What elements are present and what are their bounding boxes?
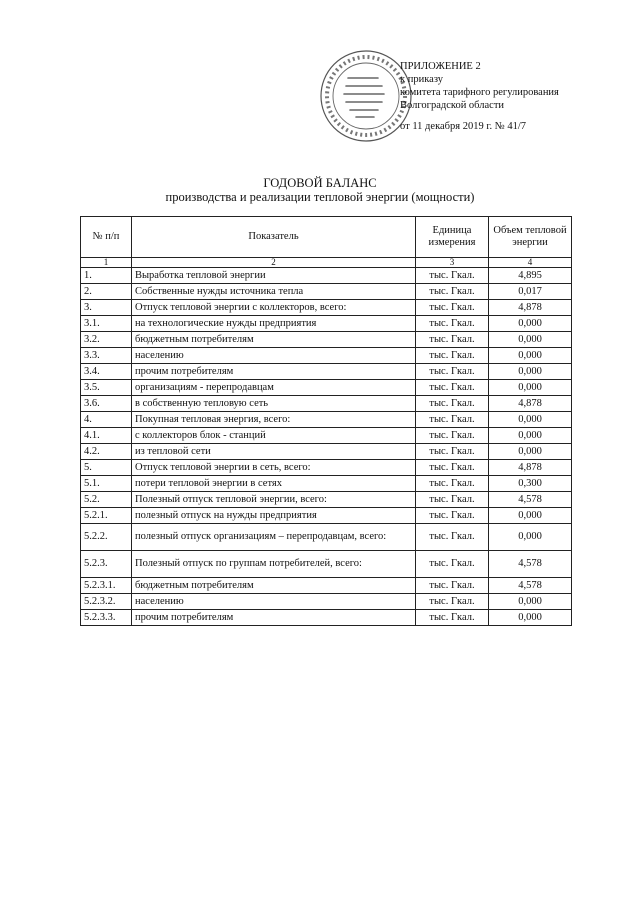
row-number: 3. — [81, 300, 132, 316]
row-unit: тыс. Гкал. — [416, 492, 489, 508]
row-value: 4,578 — [489, 492, 572, 508]
row-unit: тыс. Гкал. — [416, 578, 489, 594]
row-value: 4,578 — [489, 578, 572, 594]
row-number: 2. — [81, 284, 132, 300]
table-header-row — [81, 217, 572, 258]
appendix-header — [400, 60, 632, 133]
row-number: 3.1. — [81, 316, 132, 332]
header-number: № п/п — [81, 217, 132, 258]
row-indicator: полезный отпуск организациям – перепродавцам, всего: — [132, 524, 416, 551]
index-cell: 2 — [132, 258, 416, 268]
table-row — [81, 524, 572, 551]
row-indicator: Выработка тепловой энергии — [132, 268, 416, 284]
row-unit: тыс. Гкал. — [416, 428, 489, 444]
row-number: 3.6. — [81, 396, 132, 412]
table-row — [81, 364, 572, 380]
table-row — [81, 476, 572, 492]
row-unit: тыс. Гкал. — [416, 444, 489, 460]
row-indicator: населению — [132, 594, 416, 610]
row-value: 0,000 — [489, 594, 572, 610]
row-unit: тыс. Гкал. — [416, 284, 489, 300]
row-number: 3.3. — [81, 348, 132, 364]
row-unit: тыс. Гкал. — [416, 524, 489, 551]
row-indicator: в собственную тепловую сеть — [132, 396, 416, 412]
row-indicator: прочим потребителям — [132, 610, 416, 626]
row-unit: тыс. Гкал. — [416, 476, 489, 492]
row-indicator: Отпуск тепловой энергии в сеть, всего: — [132, 460, 416, 476]
table-row — [81, 412, 572, 428]
row-value: 0,000 — [489, 364, 572, 380]
row-indicator: на технологические нужды предприятия — [132, 316, 416, 332]
header-volume: Объем тепловой энергии — [489, 217, 572, 258]
row-unit: тыс. Гкал. — [416, 348, 489, 364]
table-index-row — [81, 258, 572, 268]
row-indicator: бюджетным потребителям — [132, 332, 416, 348]
appendix-date: от 11 декабря 2019 г. № 41/7 — [400, 121, 527, 132]
row-value: 0,300 — [489, 476, 572, 492]
row-unit: тыс. Гкал. — [416, 332, 489, 348]
table-row — [81, 348, 572, 364]
row-value: 0,000 — [489, 380, 572, 396]
row-number: 3.5. — [81, 380, 132, 396]
table-row — [81, 551, 572, 578]
row-unit: тыс. Гкал. — [416, 380, 489, 396]
row-value: 4,578 — [489, 551, 572, 578]
appendix-order-ref: к приказу — [400, 74, 443, 85]
row-number: 5.2.3.1. — [81, 578, 132, 594]
row-unit: тыс. Гкал. — [416, 610, 489, 626]
table-row — [81, 594, 572, 610]
table-row — [81, 444, 572, 460]
row-unit: тыс. Гкал. — [416, 300, 489, 316]
table-row — [81, 380, 572, 396]
row-unit: тыс. Гкал. — [416, 316, 489, 332]
row-indicator: Отпуск тепловой энергии с коллекторов, всего: — [132, 300, 416, 316]
row-number: 4. — [81, 412, 132, 428]
appendix-region: Волгоградской области — [400, 100, 505, 111]
row-number: 5.2.2. — [81, 524, 132, 551]
table-row — [81, 428, 572, 444]
row-value: 0,000 — [489, 508, 572, 524]
row-value: 4,878 — [489, 300, 572, 316]
row-value: 0,017 — [489, 284, 572, 300]
table-row — [81, 578, 572, 594]
row-value: 0,000 — [489, 412, 572, 428]
index-cell: 3 — [416, 258, 489, 268]
row-value: 4,878 — [489, 460, 572, 476]
table-row — [81, 284, 572, 300]
row-number: 5.1. — [81, 476, 132, 492]
title-main: ГОДОВОЙ БАЛАНС — [263, 176, 377, 190]
appendix-number: ПРИЛОЖЕНИЕ 2 — [400, 61, 481, 72]
row-unit: тыс. Гкал. — [416, 412, 489, 428]
row-indicator: бюджетным потребителям — [132, 578, 416, 594]
row-value: 0,000 — [489, 444, 572, 460]
row-unit: тыс. Гкал. — [416, 594, 489, 610]
row-unit: тыс. Гкал. — [416, 551, 489, 578]
row-number: 5.2.3.3. — [81, 610, 132, 626]
row-indicator: с коллекторов блок - станций — [132, 428, 416, 444]
row-unit: тыс. Гкал. — [416, 268, 489, 284]
row-indicator: Собственные нужды источника тепла — [132, 284, 416, 300]
row-value: 4,878 — [489, 396, 572, 412]
row-unit: тыс. Гкал. — [416, 364, 489, 380]
row-number: 4.2. — [81, 444, 132, 460]
header-indicator: Показатель — [132, 217, 416, 258]
table-row — [81, 460, 572, 476]
index-cell: 1 — [81, 258, 132, 268]
row-indicator: организациям - перепродавцам — [132, 380, 416, 396]
row-unit: тыс. Гкал. — [416, 508, 489, 524]
row-value: 0,000 — [489, 316, 572, 332]
row-value: 4,895 — [489, 268, 572, 284]
row-number: 5.2.3. — [81, 551, 132, 578]
index-cell: 4 — [489, 258, 572, 268]
row-value: 0,000 — [489, 348, 572, 364]
row-number: 5.2. — [81, 492, 132, 508]
row-unit: тыс. Гкал. — [416, 396, 489, 412]
table-row — [81, 396, 572, 412]
row-indicator: полезный отпуск на нужды предприятия — [132, 508, 416, 524]
row-number: 4.1. — [81, 428, 132, 444]
row-indicator: потери тепловой энергии в сетях — [132, 476, 416, 492]
row-indicator: из тепловой сети — [132, 444, 416, 460]
appendix-committee: комитета тарифного регулирования — [400, 87, 559, 98]
title-sub: производства и реализации тепловой энергии (мощности) — [165, 190, 475, 204]
row-number: 5.2.1. — [81, 508, 132, 524]
table-row — [81, 492, 572, 508]
row-value: 0,000 — [489, 332, 572, 348]
row-value: 0,000 — [489, 428, 572, 444]
table-row — [81, 332, 572, 348]
row-number: 5. — [81, 460, 132, 476]
row-number: 3.2. — [81, 332, 132, 348]
row-value: 0,000 — [489, 524, 572, 551]
header-unit: Единица измерения — [416, 217, 489, 258]
table-row — [81, 268, 572, 284]
document-title — [0, 176, 640, 204]
row-indicator: Полезный отпуск тепловой энергии, всего: — [132, 492, 416, 508]
row-indicator: населению — [132, 348, 416, 364]
table-row — [81, 316, 572, 332]
row-number: 3.4. — [81, 364, 132, 380]
table-row — [81, 300, 572, 316]
row-indicator: прочим потребителям — [132, 364, 416, 380]
row-value: 0,000 — [489, 610, 572, 626]
balance-table — [80, 216, 572, 626]
row-indicator: Полезный отпуск по группам потребителей, всего: — [132, 551, 416, 578]
table-row — [81, 610, 572, 626]
table-row — [81, 508, 572, 524]
row-number: 5.2.3.2. — [81, 594, 132, 610]
row-indicator: Покупная тепловая энергия, всего: — [132, 412, 416, 428]
row-unit: тыс. Гкал. — [416, 460, 489, 476]
row-number: 1. — [81, 268, 132, 284]
